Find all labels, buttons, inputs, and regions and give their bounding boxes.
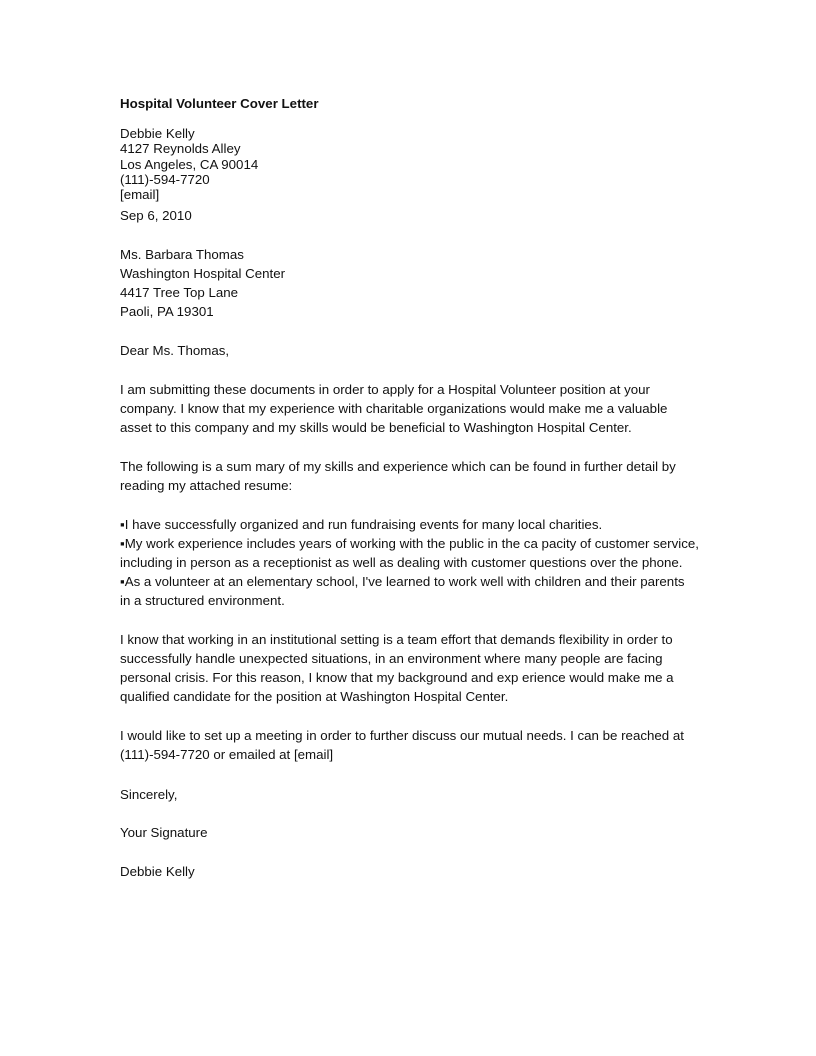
paragraph-line: I would like to set up a meeting in order to further discuss our mutual needs. I can be reached at — [120, 728, 684, 743]
letter-date: Sep 6, 2010 — [120, 208, 192, 223]
bullet-line: including in person as a receptionist as well as dealing with customer questions over the phone. — [120, 555, 683, 570]
sender-street: 4127 Reynolds Alley — [120, 141, 241, 157]
paragraph-line: qualified candidate for the position at Washington Hospital Center. — [120, 689, 509, 704]
recipient-city-line: Paoli, PA 19301 — [120, 304, 214, 319]
bullet-line: ▪I have successfully organized and run fundraising events for many local charities. — [120, 517, 603, 532]
signature-placeholder: Your Signature — [120, 825, 208, 840]
recipient-organization: Washington Hospital Center — [120, 266, 286, 281]
recipient-street: 4417 Tree Top Lane — [120, 285, 239, 300]
letter-date-block — [120, 206, 720, 225]
letter-title: Hospital Volunteer Cover Letter — [120, 96, 319, 111]
paragraph-line: I am submitting these documents in order to apply for a Hospital Volunteer position at your — [120, 382, 650, 397]
paragraph-line: successfully handle unexpected situations, in an environment where many people are facing — [120, 651, 663, 666]
paragraph-line: I know that working in an institutional setting is a team effort that demands flexibility in order to — [120, 632, 673, 647]
paragraph-intro — [120, 380, 720, 437]
paragraph-summary — [120, 457, 720, 495]
paragraph-contact — [120, 726, 720, 764]
paragraph-line: (111)-594-7720 or emailed at [email] — [120, 747, 334, 762]
paragraph-line: personal crisis. For this reason, I know that my background and exp erience would make me a — [120, 670, 674, 685]
paragraph-line: asset to this company and my skills would be beneficial to Washington Hospital Center. — [120, 420, 632, 435]
bullet-line: ▪As a volunteer at an elementary school, I've learned to work well with children and their parents — [120, 574, 685, 589]
bullet-line: in a structured environment. — [120, 593, 285, 608]
skills-bullet-list — [120, 515, 720, 610]
bullet-line: ▪My work experience includes years of working with the public in the ca pacity of customer service, — [120, 536, 699, 551]
sender-city-line: Los Angeles, CA 90014 — [120, 156, 259, 172]
signature-block — [120, 823, 720, 842]
paragraph-line: The following is a sum mary of my skills and experience which can be found in further detail by — [120, 459, 676, 474]
sender-name: Debbie Kelly — [120, 126, 195, 141]
closing: Sincerely, — [120, 787, 178, 802]
salutation-block — [120, 341, 720, 360]
paragraph-line: reading my attached resume: — [120, 478, 293, 493]
recipient-address-block — [120, 245, 720, 321]
closing-block — [120, 785, 720, 804]
recipient-name: Ms. Barbara Thomas — [120, 247, 244, 262]
signer-block — [120, 862, 720, 881]
sender-phone: (111)-594-7720 — [120, 171, 210, 187]
sender-email: [email] — [120, 187, 160, 203]
sender-address-block — [120, 126, 720, 202]
paragraph-line: company. I know that my experience with charitable organizations would make me a valuable — [120, 401, 668, 416]
signer-name: Debbie Kelly — [120, 864, 195, 879]
salutation: Dear Ms. Thomas, — [120, 343, 230, 358]
paragraph-teamwork — [120, 630, 720, 706]
